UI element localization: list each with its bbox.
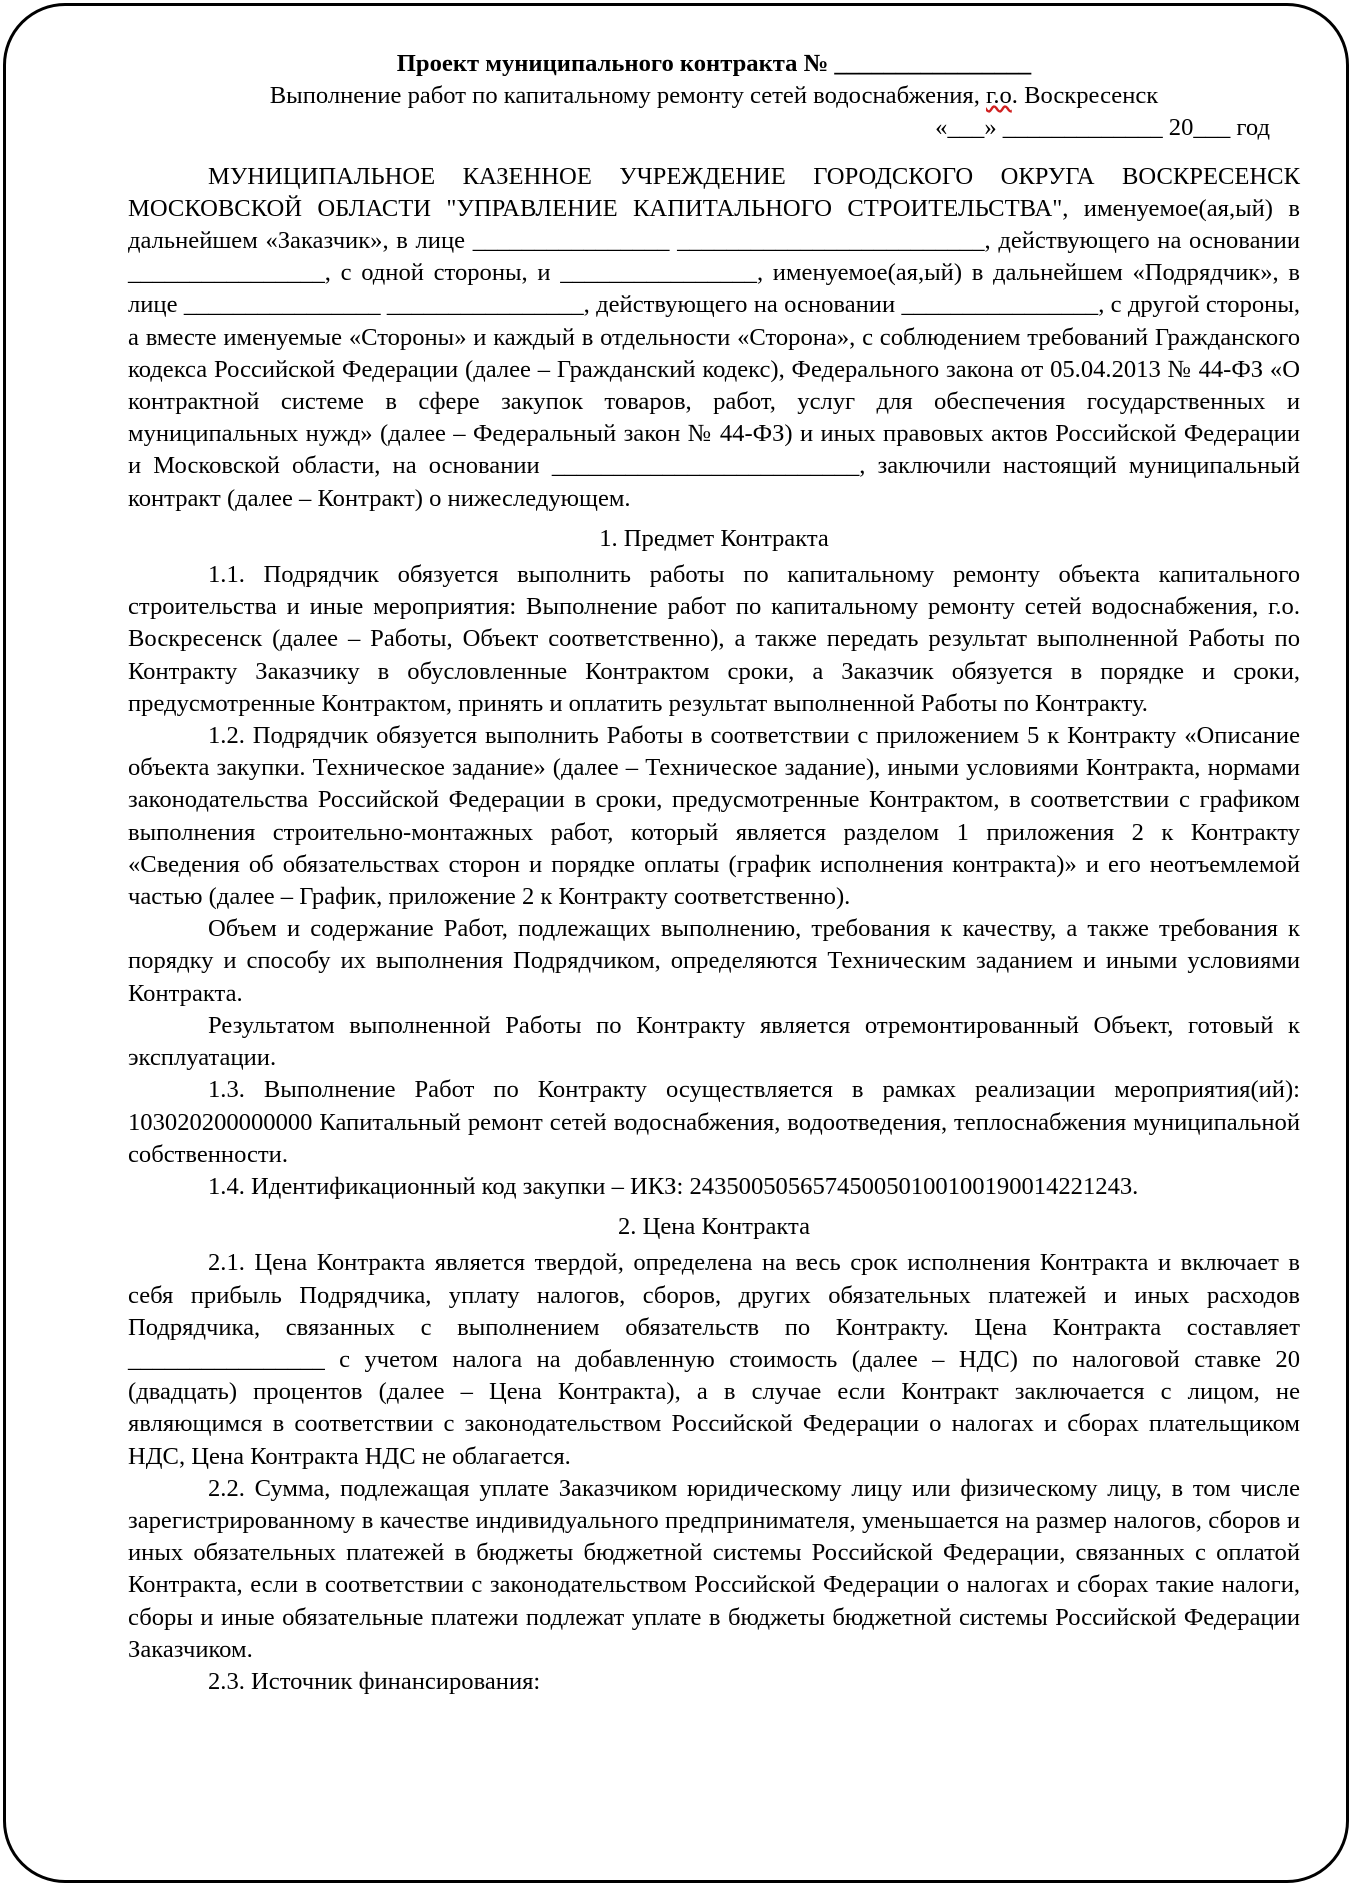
- section-heading-subject: 1. Предмет Контракта: [599, 524, 829, 552]
- contract-subtitle: [128, 80, 1300, 112]
- preamble-paragraph: МУНИЦИПАЛЬНОЕ КАЗЕННОЕ УЧРЕЖДЕНИЕ ГОРОДСКОГО ОКРУГА ВОСКРЕСЕНСК МОСКОВСКОЙ ОБЛАСТИ "УПРАВЛЕНИЕ КАПИТАЛЬНОГО СТРОИТЕЛЬСТВА", именуемое(ая,ый) в дальнейшем «Заказчик», в лице ________________ _________________________, действующего на основании ________________, с одной стороны, и ________________, именуемое(ая,ый) в дальнейшем «Подрядчик», в лице ________________ ________________, действующего на основании ________________, с другой стороны, а вместе именуемые «Стороны» и каждый в отдельности «Сторона», с соблюдением требований Гражданского кодекса Российской Федерации (далее – Гражданский кодекс), Федерального закона от 05.04.2013 № 44-ФЗ «О контрактной системе в сфере закупок товаров, работ, услуг для обеспечения государственных и муниципальных нужд» (далее – Федеральный закон № 44-ФЗ) и иных правовых актов Российской Федерации и Московской области, на основании _________________________, заключили настоящий муниципальный контракт (далее – Контракт) о нижеследующем.: [128, 162, 1300, 512]
- contract-title: Проект муниципального контракта № ________________: [396, 50, 1032, 77]
- document-page: [128, 48, 1300, 1698]
- subtitle-pre: Выполнение работ по капитальному ремонту сетей водоснабжения,: [269, 82, 986, 110]
- date-line: «___» _____________ 20___ год: [935, 114, 1270, 142]
- subtitle-post: . Воскресенск: [1011, 82, 1159, 110]
- paragraph-1-2-result: Результатом выполненной Работы по Контракту является отремонтированный Объект, готовый к эксплуатации.: [128, 1011, 1300, 1072]
- spellcheck-marked-word: г.о: [986, 82, 1012, 110]
- paragraph-1-4: 1.4. Идентификационный код закупки – ИКЗ: 243500505657450050100100190014221243.: [208, 1172, 1139, 1200]
- paragraph-1-3: 1.3. Выполнение Работ по Контракту осуществляется в рамках реализации мероприятия(ий): 103020200000000 Капитальный ремонт сетей водоснабжения, водоотведения, теплоснабжения муниципальной собственности.: [128, 1076, 1300, 1168]
- paragraph-2-2: 2.2. Сумма, подлежащая уплате Заказчиком юридическому лицу или физическому лицу, в том числе зарегистрированному в качестве индивидуального предпринимателя, уменьшается на размер налогов, сборов и иных обязательных платежей в бюджеты бюджетной системы Российской Федерации, связанных с оплатой Контракта, если в соответствии с законодательством Российской Федерации о налогах и сборах такие налоги, сборы и иные обязательные платежи подлежат уплате в бюджеты бюджетной системы Российской Федерации Заказчиком.: [128, 1474, 1300, 1663]
- section-heading-price: 2. Цена Контракта: [618, 1213, 810, 1241]
- paragraph-1-2: 1.2. Подрядчик обязуется выполнить Работы в соответствии с приложением 5 к Контракту «Описание объекта закупки. Техническое задание» (далее – Техническое задание), иными условиями Контракта, нормами законодательства Российской Федерации в сроки, предусмотренные Контрактом, в соответствии с графиком выполнения строительно-монтажных работ, который является разделом 1 приложения 2 к Контракту «Сведения об обязательствах сторон и порядке оплаты (график исполнения контракта)» и его неотъемлемой частью (далее – График, приложение 2 к Контракту соответственно).: [128, 722, 1300, 911]
- paragraph-1-1: 1.1. Подрядчик обязуется выполнить работы по капитальному ремонту объекта капитального строительства и иные мероприятия: Выполнение работ по капитальному ремонту сетей водоснабжения, г.о. Воскресенск (далее – Работы, Объект соответственно), а также передать результат выполненной Работы по Контракту Заказчику в обусловленные Контрактом сроки, а Заказчик обязуется в порядке и сроки, предусмотренные Контрактом, принять и оплатить результат выполненной Работы по Контракту.: [128, 561, 1300, 717]
- paragraph-1-2-scope: Объем и содержание Работ, подлежащих выполнению, требования к качеству, а также требования к порядку и способу их выполнения Подрядчиком, определяются Техническим заданием и иными условиями Контракта.: [128, 915, 1300, 1007]
- paragraph-2-3: 2.3. Источник финансирования:: [208, 1667, 541, 1695]
- paragraph-2-1: 2.1. Цена Контракта является твердой, определена на весь срок исполнения Контракта и включает в себя прибыль Подрядчика, уплату налогов, сборов, других обязательных платежей и иных расходов Подрядчика, связанных с выполнением обязательств по Контракту. Цена Контракта составляет ________________ с учетом налога на добавленную стоимость (далее – НДС) по налоговой ставке 20 (двадцать) процентов (далее – Цена Контракта), а в случае если Контракт заключается с лицом, не являющимся в соответствии с законодательством Российской Федерации о налогах и сборах плательщиком НДС, Цена Контракта НДС не облагается.: [128, 1249, 1300, 1470]
- spacer: [128, 145, 1300, 161]
